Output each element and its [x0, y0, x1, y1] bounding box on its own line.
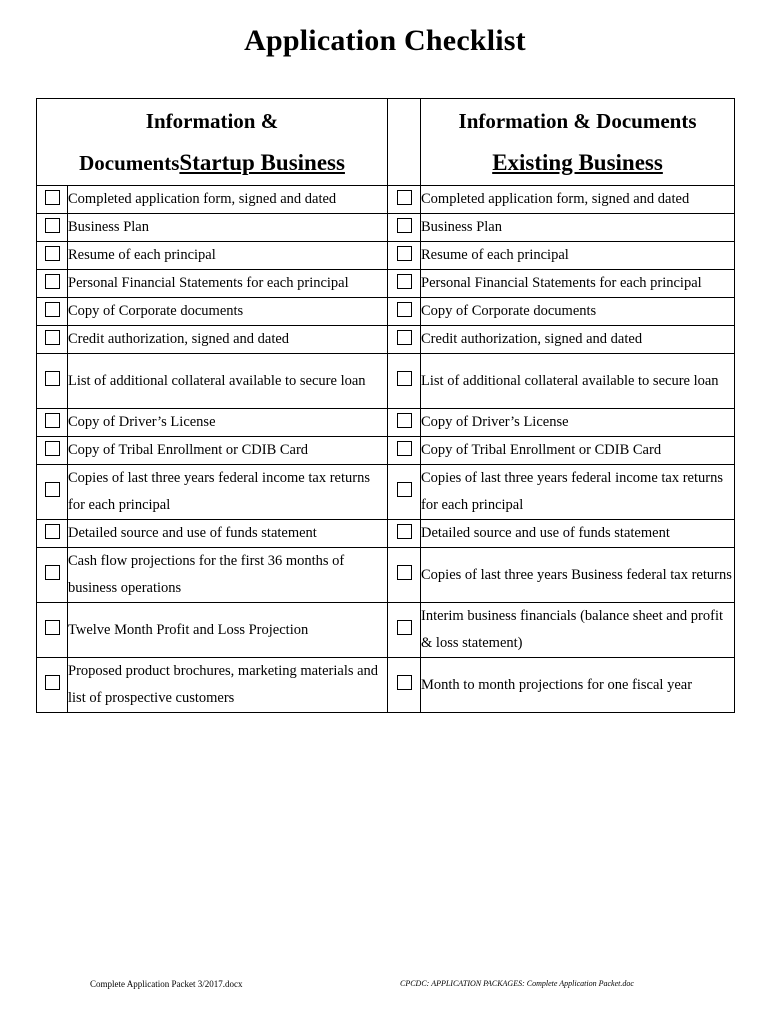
- startup-checkbox[interactable]: [45, 274, 60, 289]
- checklist-row: [37, 354, 735, 409]
- existing-header-title: Existing Business: [492, 150, 663, 175]
- startup-checkbox[interactable]: [45, 675, 60, 690]
- startup-item: Detailed source and use of funds statement: [68, 520, 388, 548]
- startup-item: Copy of Driver’s License: [68, 409, 388, 437]
- startup-header-prefix: Documents: [79, 151, 180, 175]
- existing-item: Copy of Corporate documents: [421, 298, 735, 326]
- startup-item: Copies of last three years federal income tax returns for each principal: [68, 465, 388, 520]
- existing-checkbox[interactable]: [397, 190, 412, 205]
- existing-item: Completed application form, signed and dated: [421, 186, 735, 214]
- startup-checkbox[interactable]: [45, 371, 60, 386]
- checklist-row: [37, 270, 735, 298]
- existing-item: Copies of last three years federal income tax returns for each principal: [421, 465, 735, 520]
- checklist-row: [37, 326, 735, 354]
- existing-checkbox[interactable]: [397, 482, 412, 497]
- checklist-row: [37, 465, 735, 520]
- existing-item: List of additional collateral available to secure loan: [421, 354, 735, 409]
- startup-item: Credit authorization, signed and dated: [68, 326, 388, 354]
- existing-checkbox[interactable]: [397, 302, 412, 317]
- page-title: Application Checklist: [244, 24, 526, 57]
- startup-item: Resume of each principal: [68, 242, 388, 270]
- checklist-row: [37, 437, 735, 465]
- startup-checkbox[interactable]: [45, 218, 60, 233]
- header-spacer: [388, 99, 421, 186]
- existing-item: Detailed source and use of funds statement: [421, 520, 735, 548]
- checklist-row: [37, 298, 735, 326]
- checklist-row: [37, 658, 735, 713]
- existing-checkbox[interactable]: [397, 413, 412, 428]
- startup-item: Proposed product brochures, marketing materials and list of prospective customers: [68, 658, 388, 713]
- existing-checkbox[interactable]: [397, 565, 412, 580]
- startup-checkbox[interactable]: [45, 413, 60, 428]
- startup-checkbox[interactable]: [45, 482, 60, 497]
- startup-item: Copy of Corporate documents: [68, 298, 388, 326]
- checklist-row: [37, 548, 735, 603]
- startup-item: Business Plan: [68, 214, 388, 242]
- startup-item: Personal Financial Statements for each principal: [68, 270, 388, 298]
- existing-checkbox[interactable]: [397, 675, 412, 690]
- startup-header-title: Startup Business: [179, 150, 345, 175]
- checklist-row: [37, 186, 735, 214]
- existing-checkbox[interactable]: [397, 620, 412, 635]
- existing-item: Month to month projections for one fiscal year: [421, 658, 735, 713]
- footer-right: CPCDC: APPLICATION PACKAGES: Complete Application Packet.doc: [400, 979, 634, 988]
- existing-item: Personal Financial Statements for each principal: [421, 270, 735, 298]
- startup-item: Completed application form, signed and dated: [68, 186, 388, 214]
- existing-checkbox[interactable]: [397, 371, 412, 386]
- header-row: [37, 99, 735, 186]
- startup-checkbox[interactable]: [45, 302, 60, 317]
- existing-checkbox[interactable]: [397, 274, 412, 289]
- startup-checkbox[interactable]: [45, 246, 60, 261]
- checklist-row: [37, 520, 735, 548]
- startup-item: Twelve Month Profit and Loss Projection: [68, 603, 388, 658]
- existing-checkbox[interactable]: [397, 330, 412, 345]
- startup-item: List of additional collateral available to secure loan: [68, 354, 388, 409]
- startup-item: Copy of Tribal Enrollment or CDIB Card: [68, 437, 388, 465]
- startup-checkbox[interactable]: [45, 524, 60, 539]
- startup-checkbox[interactable]: [45, 330, 60, 345]
- checklist-row: [37, 242, 735, 270]
- existing-checkbox[interactable]: [397, 246, 412, 261]
- existing-checkbox[interactable]: [397, 441, 412, 456]
- startup-checkbox[interactable]: [45, 190, 60, 205]
- startup-checkbox[interactable]: [45, 565, 60, 580]
- existing-item: Copies of last three years Business federal tax returns: [421, 548, 735, 603]
- footer-left: Complete Application Packet 3/2017.docx: [90, 979, 243, 989]
- existing-item: Credit authorization, signed and dated: [421, 326, 735, 354]
- existing-item: Interim business financials (balance sheet and profit & loss statement): [421, 603, 735, 658]
- existing-header-line1: Information & Documents: [458, 109, 697, 133]
- checklist-row: [37, 603, 735, 658]
- startup-header-line1: Information &: [145, 109, 279, 133]
- existing-item: Business Plan: [421, 214, 735, 242]
- startup-checkbox[interactable]: [45, 620, 60, 635]
- startup-column-header: [37, 99, 388, 186]
- existing-item: Resume of each principal: [421, 242, 735, 270]
- checklist-row: [37, 409, 735, 437]
- existing-item: Copy of Driver’s License: [421, 409, 735, 437]
- existing-column-header: [421, 99, 735, 186]
- startup-header-line2: [37, 142, 387, 184]
- existing-item: Copy of Tribal Enrollment or CDIB Card: [421, 437, 735, 465]
- startup-checkbox[interactable]: [45, 441, 60, 456]
- existing-checkbox[interactable]: [397, 218, 412, 233]
- existing-checkbox[interactable]: [397, 524, 412, 539]
- checklist-row: [37, 214, 735, 242]
- checklist-table: [36, 98, 735, 713]
- startup-item: Cash flow projections for the first 36 months of business operations: [68, 548, 388, 603]
